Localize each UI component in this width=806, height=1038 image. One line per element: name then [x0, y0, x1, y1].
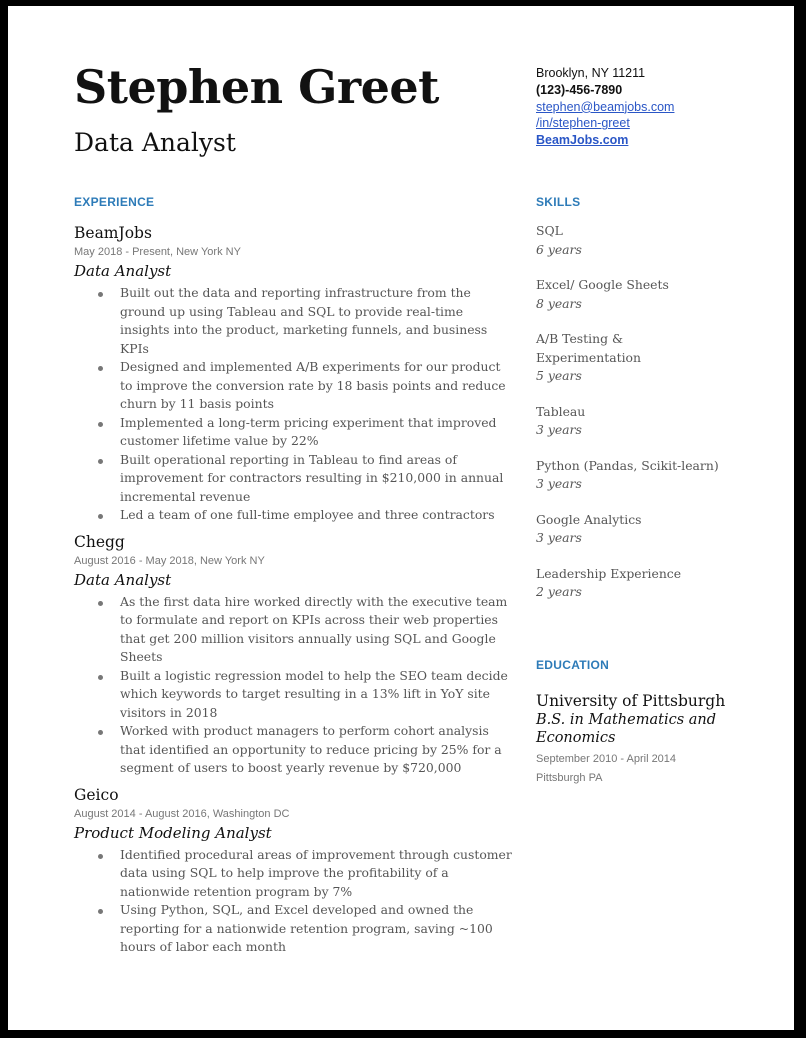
skill-name: Tableau	[536, 403, 586, 419]
bullet-icon	[98, 422, 103, 427]
skill-item	[536, 457, 776, 494]
bullet-icon	[98, 459, 103, 464]
job-company: BeamJobs	[74, 224, 152, 242]
skills-section	[536, 222, 776, 619]
list-item	[74, 846, 512, 902]
bullet-icon	[98, 854, 103, 859]
job-position: Data Analyst	[74, 262, 172, 280]
job-entry	[74, 531, 514, 778]
list-item	[74, 414, 512, 451]
bullet-text: Designed and implemented A/B experiments for our product to improve the conversion rate by 18 basis points and reduce churn by 11 basis points	[120, 359, 506, 411]
job-entry	[74, 784, 514, 957]
list-item	[74, 667, 512, 723]
bullet-icon	[98, 366, 103, 371]
job-bullets	[74, 284, 514, 525]
bullet-text: Built a logistic regression model to help the SEO team decide which keywords to target resulting in a 13% lift in YoY site visitors in 2018	[120, 667, 508, 720]
list-item	[74, 506, 512, 525]
job-company: Geico	[74, 785, 119, 804]
skill-years: 2 years	[536, 584, 582, 599]
contact-location: Brooklyn, NY 11211	[536, 66, 646, 80]
skill-name: Excel/ Google Sheets	[536, 277, 669, 292]
experience-section	[74, 222, 514, 963]
education-dates: September 2010 - April 2014	[536, 753, 677, 765]
education-degree: B.S. in Mathematics and Economics	[536, 712, 717, 746]
bullet-text: Worked with product managers to perform cohort analysis that identified an opportunity to reduce pricing by 25% for a segment of users to boost yearly revenue by $720,000	[120, 723, 502, 775]
bullet-icon	[98, 675, 103, 680]
skill-item	[536, 511, 776, 548]
job-dates-location: August 2014 - August 2016, Washington DC	[74, 807, 290, 820]
contact-block	[536, 65, 674, 149]
list-item	[74, 358, 512, 414]
job-position: Product Modeling Analyst	[74, 823, 272, 842]
skill-item	[536, 222, 776, 259]
bullet-text: Implemented a long-term pricing experiment that improved customer lifetime value by 22%	[120, 414, 497, 448]
job-dates-location: August 2016 - May 2018, New York NY	[74, 554, 265, 567]
skill-item	[536, 330, 656, 386]
bullet-icon	[98, 601, 103, 606]
job-bullets	[74, 846, 514, 957]
skill-name: SQL	[536, 223, 563, 238]
skill-item	[536, 565, 776, 602]
education-heading: EDUCATION	[536, 658, 610, 672]
bullet-text: As the first data hire worked directly with the executive team to formulate and report on KPIs across their web properties that get 200 million visitors annually using SQL and Google Sheets	[120, 593, 508, 664]
skill-name: Python (Pandas, Scikit-learn)	[536, 457, 719, 473]
contact-phone: (123)-456-7890	[536, 82, 623, 97]
bullet-text: Led a team of one full-time employee and three contractors	[120, 507, 495, 522]
education-section	[536, 691, 756, 788]
education-location: Pittsburgh PA	[536, 772, 603, 784]
skills-heading: SKILLS	[536, 195, 581, 209]
bullet-text: Identified procedural areas of improvement through customer data using SQL to help improve the profitability of a nationwide retention program by 7%	[120, 846, 512, 899]
bullet-text: Built out the data and reporting infrastructure from the ground up using Tableau and SQL to provide real-time insights into the product, marketing funnels, and business KPIs	[120, 285, 488, 356]
bullet-icon	[98, 292, 103, 297]
education-school: University of Pittsburgh	[536, 692, 726, 710]
job-company: Chegg	[74, 532, 125, 551]
contact-website-link[interactable]: BeamJobs.com	[536, 133, 629, 148]
list-item	[74, 901, 512, 957]
job-position: Data Analyst	[74, 570, 172, 589]
list-item	[74, 284, 512, 358]
job-entry	[74, 222, 514, 525]
list-item	[74, 451, 512, 507]
skill-years: 8 years	[536, 295, 582, 311]
contact-email-link[interactable]: stephen@beamjobs.com	[536, 99, 675, 114]
skill-years: 6 years	[536, 241, 582, 257]
resume-page	[8, 6, 794, 1030]
skill-name: Leadership Experience	[536, 565, 682, 581]
bullet-text: Built operational reporting in Tableau to find areas of improvement for contractors resulting in $210,000 in annual incremental revenue	[120, 451, 504, 504]
skill-years: 5 years	[536, 368, 582, 383]
skill-name: Google Analytics	[536, 511, 642, 527]
bullet-icon	[98, 514, 103, 519]
candidate-name: Stephen Greet	[74, 60, 439, 114]
list-item	[74, 722, 512, 778]
list-item	[74, 593, 512, 667]
skill-item	[536, 403, 776, 440]
bullet-icon	[98, 730, 103, 735]
skill-name: A/B Testing & Experimentation	[536, 331, 641, 365]
skill-item	[536, 276, 776, 313]
job-dates-location: May 2018 - Present, New York NY	[74, 246, 241, 258]
skill-years: 3 years	[536, 422, 582, 437]
skill-years: 3 years	[536, 476, 582, 491]
job-bullets	[74, 593, 514, 778]
bullet-icon	[98, 909, 103, 914]
bullet-text: Using Python, SQL, and Excel developed and owned the reporting for a nationwide retention program, saving ~100 hours of labor each month	[120, 902, 493, 954]
skill-years: 3 years	[536, 530, 582, 545]
contact-linkedin-link[interactable]: /in/stephen-greet	[536, 116, 630, 131]
experience-heading: EXPERIENCE	[74, 195, 155, 209]
candidate-title: Data Analyst	[74, 128, 236, 157]
